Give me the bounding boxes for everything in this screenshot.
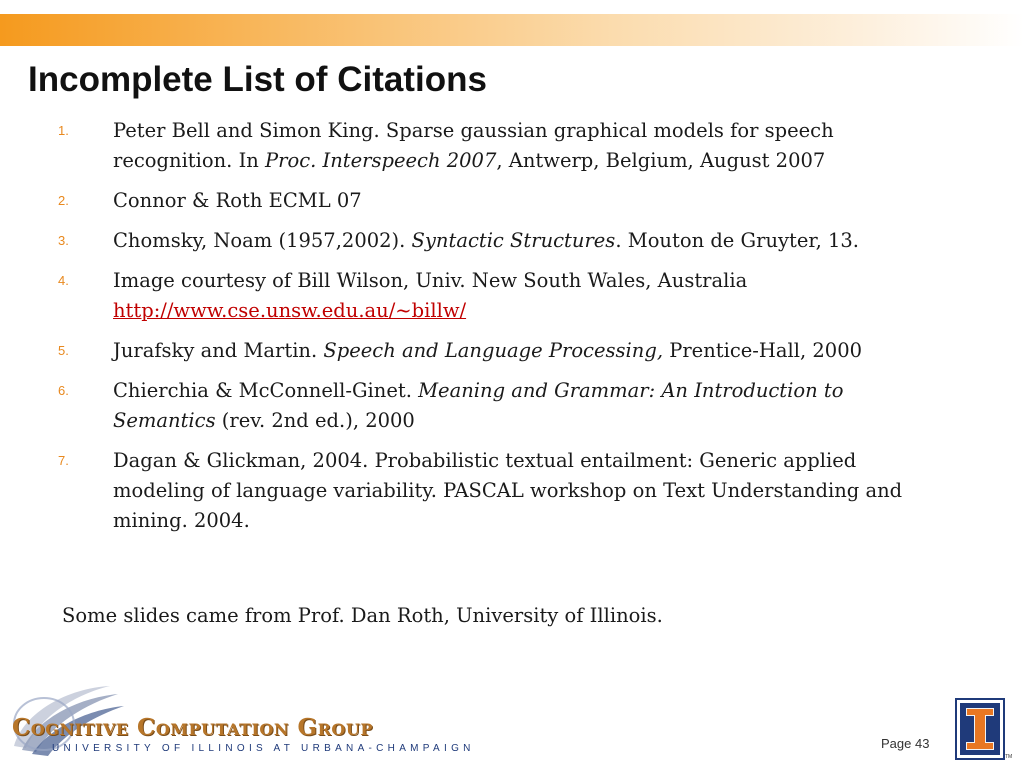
citation-number: 6. <box>58 383 69 398</box>
citation-item <box>58 336 948 366</box>
group-name: Cognitive Computation Group <box>12 714 373 741</box>
citation-text-end: , Antwerp, Belgium, August 2007 <box>496 149 826 172</box>
illinois-block-i-icon <box>955 698 1005 760</box>
citation-number: 4. <box>58 273 69 288</box>
citation-number: 1. <box>58 123 69 138</box>
citation-list <box>58 116 948 546</box>
university-name: UNIVERSITY OF ILLINOIS AT URBANA-CHAMPAIGN <box>52 743 475 754</box>
citation-item <box>58 376 948 436</box>
header-accent-bar <box>0 14 1024 46</box>
trademark-mark: TM <box>1005 754 1013 760</box>
citation-number: 5. <box>58 343 69 358</box>
acknowledgement-text: Some slides came from Prof. Dan Roth, University of Illinois. <box>62 604 663 627</box>
citation-venue: Meaning and Grammar: An Introduction to Semantics <box>113 379 844 432</box>
citation-item <box>58 116 948 176</box>
citation-number: 2. <box>58 193 69 208</box>
citation-item <box>58 226 948 256</box>
citation-text: Connor & Roth ECML 07 <box>113 189 362 212</box>
page-number: Page 43 <box>881 736 930 751</box>
citation-text-end: . Mouton de Gruyter, 13. <box>615 229 859 252</box>
citation-number: 3. <box>58 233 69 248</box>
citation-text: Dagan & Glickman, 2004. Probabilistic textual entailment: Generic applied modeling of language variability. PASCAL workshop on Text Understanding and mining. 2004. <box>113 449 903 532</box>
citation-text-end: (rev. 2nd ed.), 2000 <box>215 409 415 432</box>
citation-item <box>58 266 948 326</box>
citation-venue: Speech and Language Processing, <box>323 339 664 362</box>
citation-text: Jurafsky and Martin. <box>113 339 324 362</box>
citation-text: Image courtesy of Bill Wilson, Univ. New South Wales, Australia <box>113 269 748 292</box>
illinois-logo <box>955 698 1005 760</box>
citation-text: Chomsky, Noam (1957,2002). <box>113 229 412 252</box>
citation-item <box>58 186 948 216</box>
citation-item <box>58 446 948 536</box>
citation-text: Peter Bell and Simon King. Sparse gaussian graphical models for speech recognition. In <box>113 119 834 172</box>
citation-text-end: Prentice-Hall, 2000 <box>663 339 863 362</box>
citation-link[interactable]: http://www.cse.unsw.edu.au/~billw/ <box>113 299 467 322</box>
citation-venue: Syntactic Structures <box>411 229 616 252</box>
slide-title: Incomplete List of Citations <box>28 60 487 99</box>
citation-text: Chierchia & McConnell-Ginet. <box>113 379 419 402</box>
citation-number: 7. <box>58 453 69 468</box>
citation-venue: Proc. Interspeech 2007 <box>265 149 497 172</box>
